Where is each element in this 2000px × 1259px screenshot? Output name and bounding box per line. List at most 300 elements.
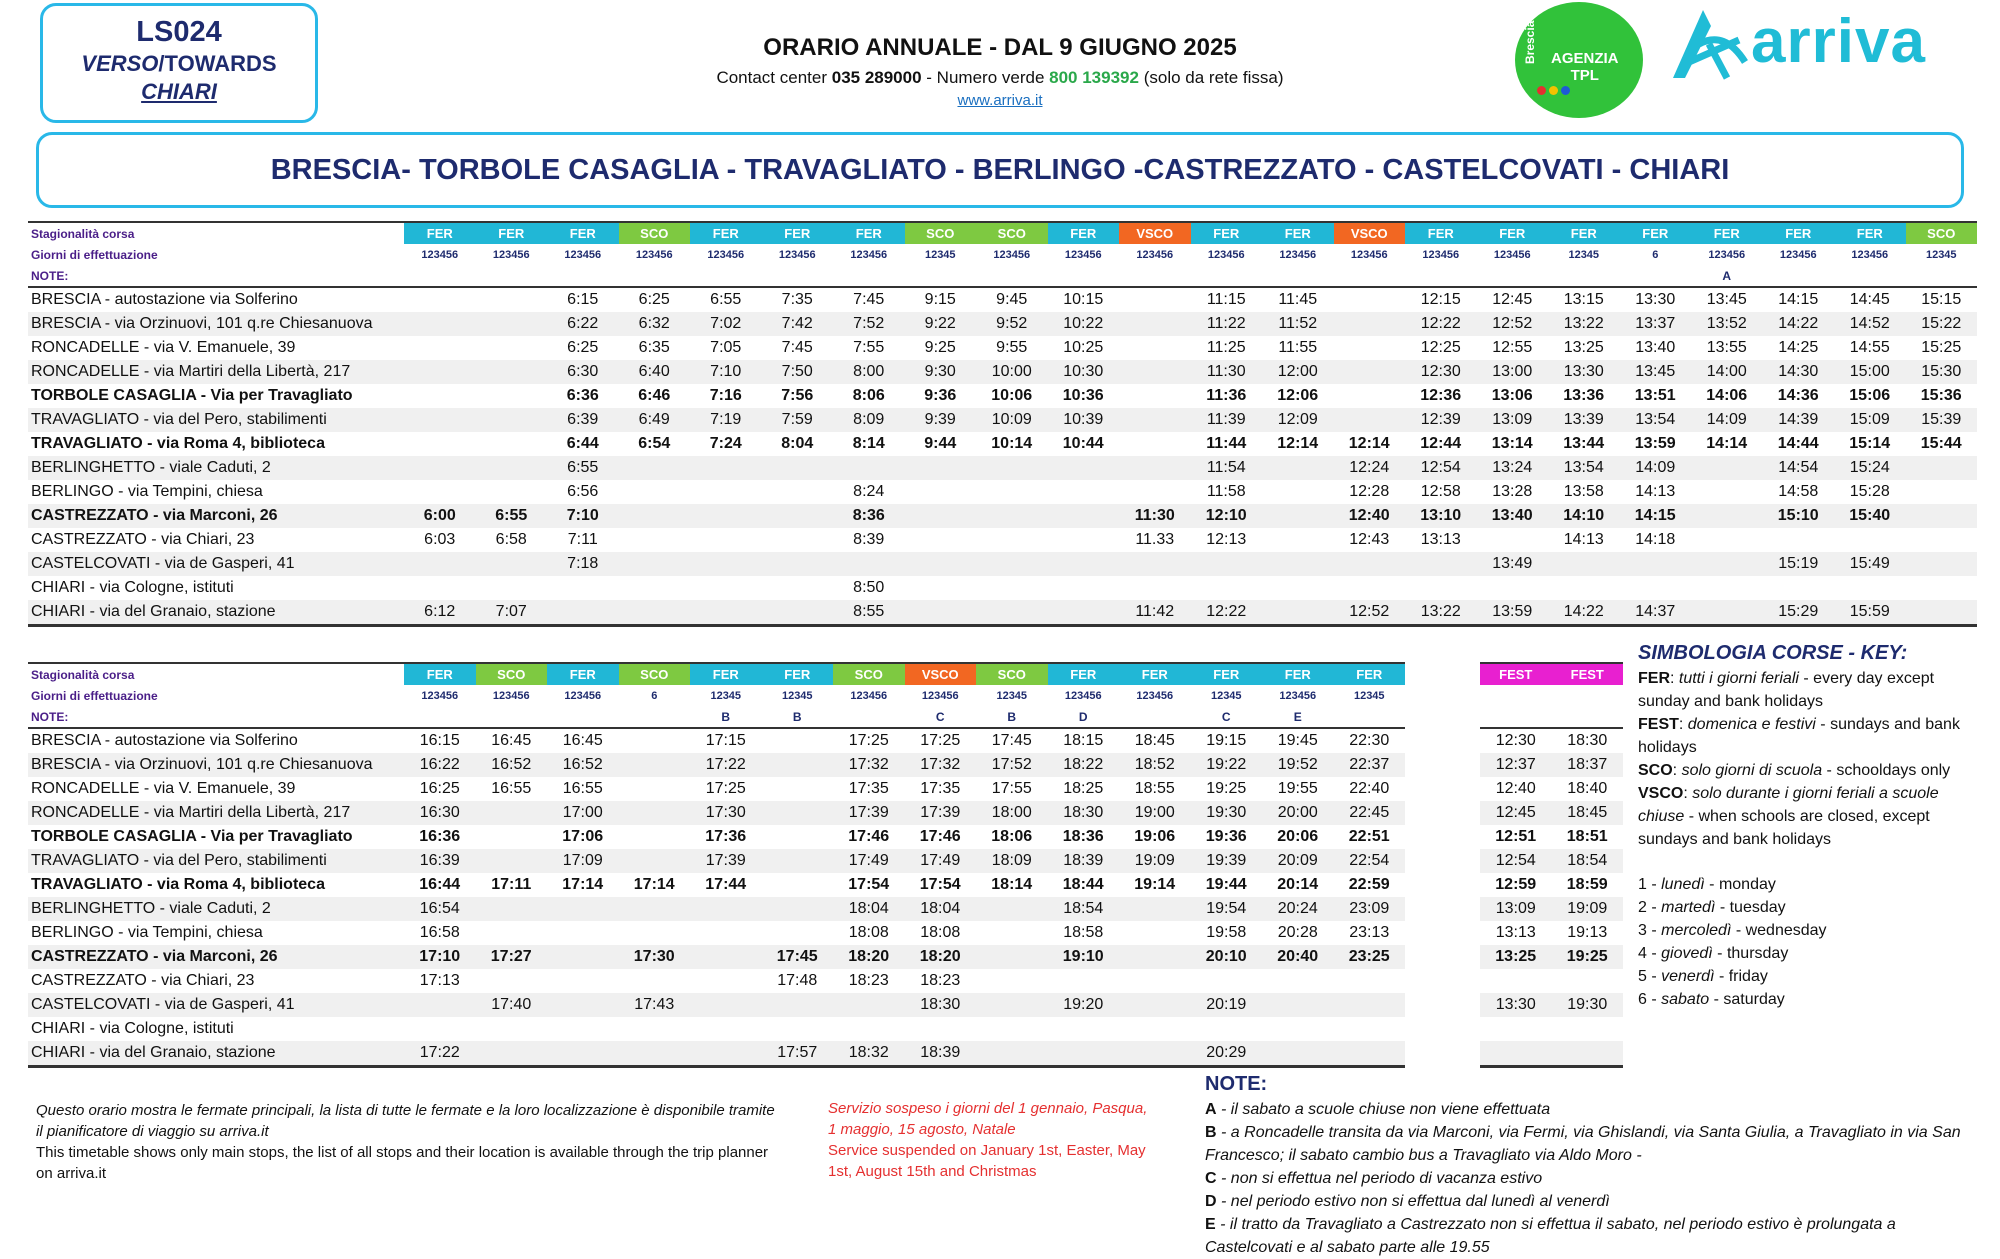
- run-days: 12345: [924, 248, 956, 261]
- time-cell: [476, 312, 548, 336]
- run-note: [404, 265, 476, 287]
- time-cell: [1691, 552, 1763, 576]
- time-cell: [690, 528, 762, 552]
- table-row: [1480, 801, 1623, 825]
- time-cell: [476, 1017, 548, 1041]
- time-cell: 18:06: [991, 828, 1033, 845]
- time-cell: 13:28: [1492, 483, 1533, 500]
- time-cell: [1552, 1041, 1624, 1067]
- time-cell: 12:55: [1492, 339, 1533, 356]
- time-cell: [1262, 1041, 1334, 1067]
- run-note: [833, 265, 905, 287]
- time-cell: [1834, 576, 1906, 600]
- time-cell: 17:49: [905, 849, 977, 873]
- time-cell: 12:22: [1191, 600, 1263, 626]
- time-cell: [976, 600, 1048, 626]
- time-cell: [1262, 504, 1334, 528]
- key-day: 1 - lunedì - monday: [1638, 876, 1776, 893]
- run-note: [547, 265, 619, 287]
- table-row: [28, 456, 1977, 480]
- table-row: [1480, 825, 1623, 849]
- time-cell: 13:13: [1495, 924, 1536, 941]
- time-cell: [619, 921, 691, 945]
- time-cell: [762, 777, 834, 801]
- time-cell: [976, 504, 1048, 528]
- time-cell: 11:25: [1206, 339, 1246, 356]
- time-cell: 19:52: [1262, 753, 1334, 777]
- time-cell: 11:58: [1206, 483, 1246, 500]
- time-cell: 18:45: [1134, 732, 1175, 749]
- time-cell: 14:00: [1691, 360, 1763, 384]
- time-cell: 6:15: [567, 291, 599, 308]
- time-cell: [1119, 480, 1191, 504]
- time-cell: [905, 528, 977, 552]
- time-cell: 7:56: [781, 387, 814, 404]
- time-cell: 18:36: [1062, 828, 1104, 845]
- time-cell: 14:15: [1620, 504, 1692, 528]
- time-cell: 19:44: [1205, 876, 1247, 893]
- time-cell: [404, 384, 476, 408]
- time-cell: 17:45: [991, 732, 1032, 749]
- time-cell: 18:15: [1063, 732, 1104, 749]
- stop-name: RONCADELLE - via Martiri della Libertà, 217: [28, 801, 404, 825]
- run-days: 123456: [1350, 248, 1388, 261]
- time-cell: [833, 552, 905, 576]
- time-cell: 17:49: [833, 849, 905, 873]
- run-type: VSCO: [905, 663, 977, 685]
- time-cell: 18:58: [1063, 924, 1104, 941]
- time-cell: [1906, 552, 1978, 576]
- time-cell: 6:56: [567, 483, 599, 500]
- time-cell: [1552, 969, 1624, 993]
- time-cell: [905, 1017, 977, 1041]
- time-cell: 11:44: [1206, 435, 1247, 452]
- time-cell: 16:25: [419, 780, 460, 797]
- table-row: [1480, 897, 1623, 921]
- time-cell: 8:50: [853, 579, 885, 596]
- run-type: SCO: [1906, 222, 1978, 244]
- time-cell: [833, 1017, 905, 1041]
- time-cell: 7:45: [781, 339, 813, 356]
- time-cell: 9:36: [924, 387, 957, 404]
- time-cell: 19:25: [1552, 945, 1624, 969]
- run-days: 123456: [1207, 248, 1245, 261]
- time-cell: [404, 552, 476, 576]
- run-note: [1548, 265, 1620, 287]
- time-cell: [1262, 1017, 1334, 1041]
- time-cell: 7:07: [476, 600, 548, 626]
- time-cell: 11:36: [1206, 387, 1247, 404]
- time-cell: [619, 897, 691, 921]
- time-cell: [1477, 576, 1549, 600]
- time-cell: 6:55: [547, 456, 619, 480]
- time-cell: 6:58: [495, 531, 527, 548]
- time-cell: [547, 1017, 619, 1041]
- time-cell: [476, 897, 548, 921]
- time-cell: 20:24: [1262, 897, 1334, 921]
- run-type: FER: [547, 663, 619, 685]
- run-note: [1334, 706, 1406, 728]
- run-days: 6: [1652, 248, 1659, 261]
- time-cell: [1119, 945, 1191, 969]
- time-cell: [976, 969, 1048, 993]
- run-note: [762, 265, 834, 287]
- time-cell: [1334, 1017, 1406, 1041]
- run-days: 123456: [635, 248, 673, 261]
- time-cell: 13:14: [1491, 435, 1533, 452]
- time-cell: [619, 1041, 691, 1067]
- time-cell: 15:29: [1763, 600, 1835, 626]
- time-cell: [905, 456, 977, 480]
- time-cell: 16:22: [404, 753, 476, 777]
- run-days: 123456: [1708, 248, 1746, 261]
- run-days: 123456: [921, 689, 959, 702]
- stop-name: TRAVAGLIATO - via del Pero, stabilimenti: [28, 408, 404, 432]
- time-cell: [1262, 552, 1334, 576]
- time-cell: 7:10: [690, 360, 762, 384]
- timetable-holidays: [1480, 662, 1623, 1068]
- time-cell: 19:30: [1191, 801, 1263, 825]
- table-row: [28, 504, 1977, 528]
- run-days: 123456: [850, 248, 888, 261]
- time-cell: 18:04: [833, 897, 905, 921]
- time-cell: 17:48: [777, 972, 818, 989]
- header-label: NOTE:: [31, 268, 69, 283]
- time-cell: 6:12: [404, 600, 476, 626]
- time-cell: [619, 777, 691, 801]
- time-cell: 15:22: [1906, 312, 1978, 336]
- time-cell: 17:32: [905, 753, 977, 777]
- table-row: [28, 849, 1405, 873]
- time-cell: [1262, 993, 1334, 1017]
- header-row-type: [1480, 663, 1623, 685]
- time-cell: 6:54: [638, 435, 671, 452]
- time-cell: [1763, 576, 1835, 600]
- time-cell: 12:37: [1480, 753, 1552, 777]
- time-cell: 13:51: [1634, 387, 1676, 404]
- stop-name: BERLINGHETTO - viale Caduti, 2: [28, 456, 404, 480]
- time-cell: 6:25: [638, 291, 670, 308]
- run-note: [476, 706, 548, 728]
- run-days: 123456: [1064, 248, 1102, 261]
- time-cell: 10:00: [976, 360, 1048, 384]
- time-cell: 6:49: [619, 408, 691, 432]
- table-row: [28, 1017, 1405, 1041]
- time-cell: 14:30: [1763, 360, 1835, 384]
- footer-stops-info: Questo orario mostra le fermate principali, la lista di tutte le fermate e la loro localizzazione è disponibile tramite il pianificatore di viaggio su arriva.it This timetable shows only main stops, the list of all stops and their location is available through the trip planner on arriva.it: [36, 1102, 775, 1182]
- time-cell: 17:43: [619, 993, 691, 1017]
- header-row-note: [1480, 706, 1623, 728]
- stop-name: CASTREZZATO - via Marconi, 26: [28, 504, 404, 528]
- time-cell: [1620, 552, 1692, 576]
- time-cell: 16:54: [404, 897, 476, 921]
- time-cell: [690, 504, 762, 528]
- time-cell: [762, 897, 834, 921]
- run-note: [476, 265, 548, 287]
- time-cell: 13:15: [1563, 291, 1604, 308]
- run-note: E: [1293, 709, 1302, 724]
- time-cell: [1119, 1017, 1191, 1041]
- time-cell: 19:45: [1277, 732, 1318, 749]
- time-cell: 17:32: [833, 753, 905, 777]
- run-note: [1262, 265, 1334, 287]
- key-day: 4 - giovedì - thursday: [1638, 945, 1789, 962]
- table-row: [1480, 1041, 1623, 1067]
- time-cell: 17:46: [919, 828, 961, 845]
- time-cell: 13:10: [1405, 504, 1477, 528]
- time-cell: 20:29: [1191, 1041, 1263, 1067]
- time-cell: [619, 552, 691, 576]
- time-cell: 9:39: [905, 408, 977, 432]
- time-cell: [476, 360, 548, 384]
- time-cell: 6:32: [619, 312, 691, 336]
- time-cell: 12:14: [1277, 435, 1319, 452]
- stop-name: BERLINGHETTO - viale Caduti, 2: [28, 897, 404, 921]
- time-cell: 17:10: [404, 945, 476, 969]
- time-cell: 11:54: [1191, 456, 1263, 480]
- time-cell: [833, 456, 905, 480]
- time-cell: 13:45: [1620, 360, 1692, 384]
- stop-name: BERLINGO - via Tempini, chiesa: [31, 924, 263, 941]
- time-cell: 19:25: [1206, 780, 1247, 797]
- time-cell: [1119, 1041, 1191, 1067]
- time-cell: 10:09: [976, 408, 1048, 432]
- time-cell: 19:09: [1119, 849, 1191, 873]
- time-cell: [404, 1017, 476, 1041]
- time-cell: [1480, 969, 1552, 993]
- stop-name: CASTREZZATO - via Chiari, 23: [31, 531, 255, 548]
- table-row: [28, 753, 1405, 777]
- time-cell: 7:52: [833, 312, 905, 336]
- time-cell: [905, 576, 977, 600]
- run-note: [619, 265, 691, 287]
- key-day: 2 - martedì - tuesday: [1638, 899, 1786, 916]
- time-cell: [476, 576, 548, 600]
- time-cell: 12:30: [1495, 732, 1536, 749]
- run-days: 123456: [421, 689, 459, 702]
- time-cell: 16:58: [419, 924, 460, 941]
- run-note: [1334, 265, 1406, 287]
- run-type: FEST: [1480, 663, 1552, 685]
- table-row: [28, 945, 1405, 969]
- time-cell: 19:10: [1048, 945, 1120, 969]
- time-cell: [1262, 576, 1334, 600]
- run-days: [1552, 685, 1624, 706]
- run-note: B: [1007, 709, 1017, 724]
- time-cell: [1548, 576, 1620, 600]
- time-cell: [1262, 600, 1334, 626]
- time-cell: [1906, 528, 1978, 552]
- table-row: [28, 384, 1977, 408]
- time-cell: [1119, 432, 1191, 456]
- time-cell: [1048, 1041, 1120, 1067]
- time-cell: 6:40: [619, 360, 691, 384]
- time-cell: 7:35: [781, 291, 813, 308]
- time-cell: 12:30: [1405, 360, 1477, 384]
- run-type: VSCO: [1334, 222, 1406, 244]
- time-cell: [404, 993, 476, 1017]
- time-cell: [476, 432, 548, 456]
- run-days: 123456: [492, 689, 530, 702]
- header-row-type: [28, 663, 1405, 685]
- time-cell: 7:50: [762, 360, 834, 384]
- time-cell: [404, 312, 476, 336]
- time-cell: 13:55: [1706, 339, 1747, 356]
- stop-name: BRESCIA - via Orzinuovi, 101 q.re Chiesanuova: [28, 753, 404, 777]
- time-cell: 16:45: [491, 732, 532, 749]
- time-cell: 6:55: [476, 504, 548, 528]
- time-cell: 16:30: [404, 801, 476, 825]
- time-cell: [762, 576, 834, 600]
- time-cell: 16:52: [476, 753, 548, 777]
- time-cell: 15:09: [1834, 408, 1906, 432]
- run-type: SCO: [619, 222, 691, 244]
- time-cell: 19:54: [1191, 897, 1263, 921]
- time-cell: 12:45: [1480, 801, 1552, 825]
- time-cell: [976, 480, 1048, 504]
- note-item: E - il tratto da Travagliato a Castrezzato non si effettua il sabato, nel periodo estivo è prolungata a Castelcovati e al sabato parte alle 19.55: [1205, 1216, 1896, 1256]
- time-cell: 13:30: [1635, 291, 1676, 308]
- time-cell: [547, 993, 619, 1017]
- table-row: [28, 287, 1977, 312]
- time-cell: [1334, 552, 1406, 576]
- time-cell: 9:30: [905, 360, 977, 384]
- time-cell: 13:25: [1480, 945, 1552, 969]
- time-cell: [905, 600, 977, 626]
- time-cell: 18:54: [1048, 897, 1120, 921]
- stop-name: TRAVAGLIATO - via Roma 4, biblioteca: [31, 876, 325, 893]
- time-cell: [404, 456, 476, 480]
- time-cell: 14:18: [1635, 531, 1676, 548]
- time-cell: 15:59: [1834, 600, 1906, 626]
- run-note: [404, 706, 476, 728]
- time-cell: [1119, 897, 1191, 921]
- time-cell: [1191, 969, 1263, 993]
- time-cell: 17:06: [562, 828, 604, 845]
- time-cell: [619, 576, 691, 600]
- time-cell: [976, 456, 1048, 480]
- time-cell: [547, 1041, 619, 1067]
- time-cell: [976, 897, 1048, 921]
- time-cell: [762, 921, 834, 945]
- time-cell: 17:55: [991, 780, 1032, 797]
- header-row-days: [1480, 685, 1623, 706]
- time-cell: 22:37: [1334, 753, 1406, 777]
- run-note: [905, 265, 977, 287]
- time-cell: 17:25: [705, 780, 746, 797]
- time-cell: 10:30: [1048, 360, 1120, 384]
- time-cell: [690, 993, 762, 1017]
- run-type: FER: [1691, 222, 1763, 244]
- time-cell: 13:59: [1477, 600, 1549, 626]
- time-cell: 17:00: [547, 801, 619, 825]
- time-cell: [976, 921, 1048, 945]
- time-cell: [476, 408, 548, 432]
- key-day: 3 - mercoledì - wednesday: [1638, 922, 1827, 939]
- time-cell: 20:06: [1277, 828, 1319, 845]
- time-cell: 17:15: [705, 732, 746, 749]
- time-cell: [1334, 969, 1406, 993]
- time-cell: 13:39: [1548, 408, 1620, 432]
- table-row: [28, 1041, 1405, 1067]
- time-cell: 13:25: [1563, 339, 1604, 356]
- time-cell: 11:30: [1119, 504, 1191, 528]
- time-cell: 13:13: [1420, 531, 1461, 548]
- time-cell: [1191, 576, 1263, 600]
- time-cell: 9:15: [924, 291, 956, 308]
- time-cell: [1691, 504, 1763, 528]
- time-cell: [619, 753, 691, 777]
- run-days: 12345: [1568, 248, 1600, 261]
- run-days: 12345: [781, 689, 813, 702]
- run-days: 123456: [1064, 689, 1102, 702]
- time-cell: 12:39: [1405, 408, 1477, 432]
- time-cell: 19:22: [1191, 753, 1263, 777]
- time-cell: 13:06: [1491, 387, 1533, 404]
- time-cell: [905, 504, 977, 528]
- time-cell: 17:35: [920, 780, 961, 797]
- time-cell: 7:05: [710, 339, 742, 356]
- time-cell: [905, 480, 977, 504]
- time-cell: [762, 528, 834, 552]
- time-cell: 10:36: [1062, 387, 1104, 404]
- time-cell: [690, 945, 762, 969]
- time-cell: 19:20: [1048, 993, 1120, 1017]
- time-cell: 15:14: [1849, 435, 1891, 452]
- timetable-2: [28, 662, 1405, 1068]
- run-type: SCO: [476, 663, 548, 685]
- time-cell: [976, 1017, 1048, 1041]
- time-cell: [619, 825, 691, 849]
- time-cell: 12:52: [1334, 600, 1406, 626]
- table-row: [1480, 969, 1623, 993]
- time-cell: 16:55: [562, 780, 603, 797]
- time-cell: 18:32: [833, 1041, 905, 1067]
- time-cell: 12:51: [1495, 828, 1537, 845]
- stop-name: RONCADELLE - via Martiri della Libertà, 217: [28, 360, 404, 384]
- key-day: 5 - venerdì - friday: [1638, 968, 1768, 985]
- time-cell: 19:39: [1191, 849, 1263, 873]
- stop-name: TRAVAGLIATO - via del Pero, stabilimenti: [28, 849, 404, 873]
- website-link[interactable]: www.arriva.it: [957, 92, 1043, 109]
- time-cell: 17:39: [833, 801, 905, 825]
- run-type: FEST: [1552, 663, 1624, 685]
- time-cell: 14:58: [1778, 483, 1819, 500]
- run-type: FER: [547, 222, 619, 244]
- run-days: 123456: [778, 248, 816, 261]
- time-cell: 17:54: [848, 876, 890, 893]
- time-cell: [905, 552, 977, 576]
- header-row-note: [28, 265, 1977, 287]
- time-cell: 15:15: [1921, 291, 1962, 308]
- stop-name: RONCADELLE - via V. Emanuele, 39: [31, 780, 296, 797]
- run-days: 123456: [707, 248, 745, 261]
- key-item: FER: tutti i giorni feriali - every day except sunday and bank holidays: [1638, 670, 1935, 710]
- time-cell: 19:36: [1205, 828, 1247, 845]
- arriva-logo: arriva: [1665, 4, 1955, 84]
- time-cell: 14:09: [1691, 408, 1763, 432]
- time-cell: [1334, 993, 1406, 1017]
- time-cell: [1262, 456, 1334, 480]
- run-days: 12345: [1925, 248, 1957, 261]
- run-note: [1405, 265, 1477, 287]
- run-note: [1620, 265, 1692, 287]
- time-cell: 14:45: [1849, 291, 1890, 308]
- time-cell: 10:44: [1062, 435, 1104, 452]
- time-cell: 13:36: [1563, 387, 1605, 404]
- time-cell: 15:30: [1906, 360, 1978, 384]
- run-note: [619, 706, 691, 728]
